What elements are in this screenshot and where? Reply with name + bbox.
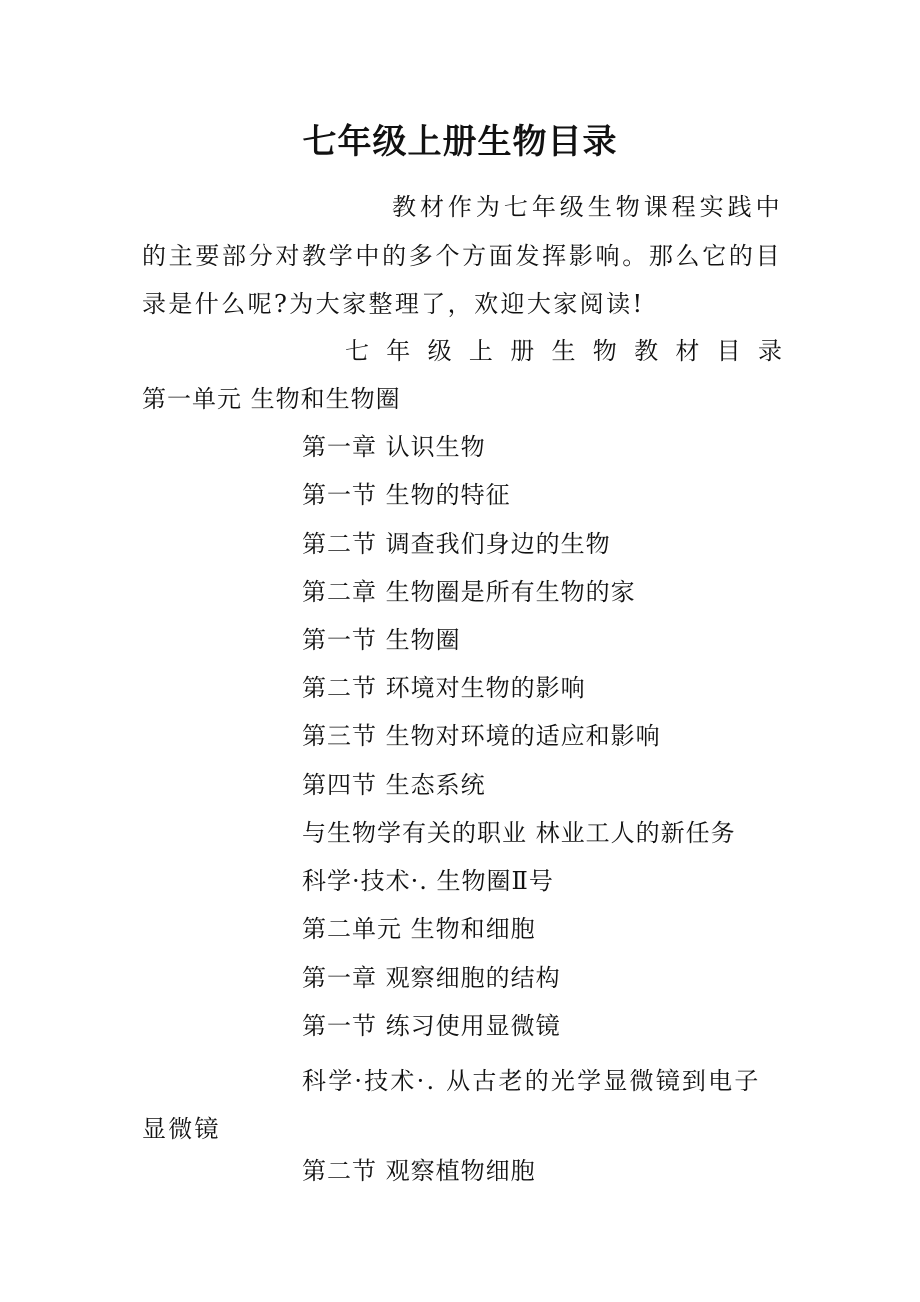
toc-section: 第一节 生物的特征 [302, 481, 511, 509]
toc-section: 第一节 生物圈 [302, 626, 461, 654]
toc-heading [345, 331, 782, 371]
toc-heading-char: 级 [427, 337, 452, 365]
toc-heading-char: 上 [468, 337, 493, 365]
toc-heading-char: 年 [386, 337, 411, 365]
toc-section: 第二节 环境对生物的影响 [302, 674, 586, 702]
toc-chapter-1-2: 第二章 生物圈是所有生物的家 [302, 578, 636, 606]
toc-chapter-2-1: 第一章 观察细胞的结构 [302, 964, 561, 992]
toc-section: 第二节 观察植物细胞 [302, 1157, 536, 1185]
toc-heading-char: 册 [510, 337, 535, 365]
toc-extra: 与生物学有关的职业 林业工人的新任务 [302, 819, 736, 847]
toc-chapter-1-1: 第一章 认识生物 [302, 433, 486, 461]
toc-section: 第四节 生态系统 [302, 771, 486, 799]
toc-heading-char: 材 [675, 337, 700, 365]
toc-unit-1: 第一单元 生物和生物圈 [142, 385, 401, 413]
toc-section: 第三节 生物对环境的适应和影响 [302, 722, 661, 750]
toc-extra: 科学·技术·. 生物圈Ⅱ号 [302, 867, 554, 895]
toc-extra-wrapped: 科学·技术·. 从古老的光学显微镜到电子显微镜 [142, 1067, 761, 1143]
toc-heading-char: 生 [551, 337, 576, 365]
intro-paragraph: 教材作为七年级生物课程实践中的主要部分对教学中的多个方面发挥影响。那么它的目录是什么呢?为大家整理了，欢迎大家阅读! [142, 193, 782, 318]
toc-heading-char: 七 [345, 337, 369, 365]
document-title: 七年级上册生物目录 [302, 122, 618, 162]
toc-section: 第一节 练习使用显微镜 [302, 1012, 561, 1040]
toc-heading-char: 录 [757, 337, 782, 365]
toc-heading-char: 目 [716, 337, 741, 365]
toc-section: 第二节 调查我们身边的生物 [302, 530, 611, 558]
toc-heading-char: 教 [634, 337, 659, 365]
toc-unit-2: 第二单元 生物和细胞 [302, 915, 536, 943]
toc-heading-char: 物 [592, 337, 617, 365]
